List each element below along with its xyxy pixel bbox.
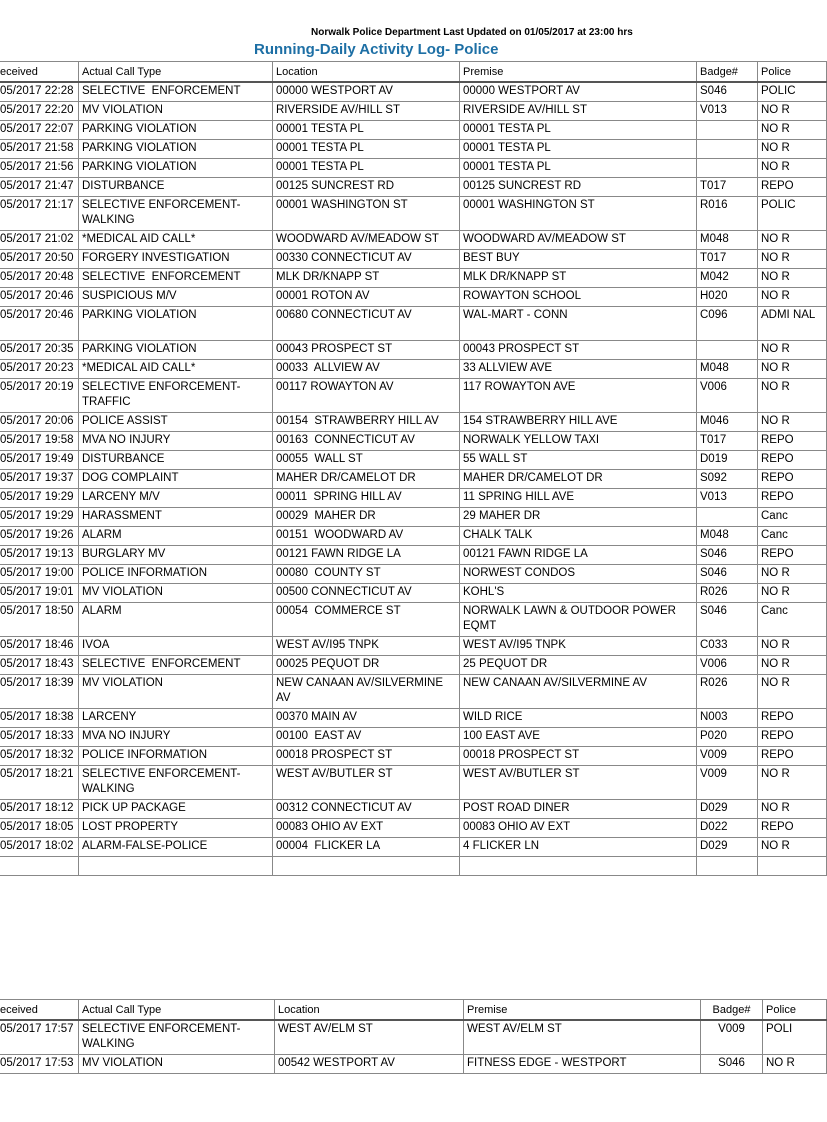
table-row xyxy=(0,140,827,159)
cell-police: NO R xyxy=(758,121,827,140)
table-row xyxy=(0,341,827,360)
cell-premise: 154 STRAWBERRY HILL AVE xyxy=(460,413,697,432)
cell-location: MLK DR/KNAPP ST xyxy=(273,269,460,288)
table-row xyxy=(0,1020,827,1055)
cell-received: 05/2017 18:43 xyxy=(0,656,79,675)
cell-premise: NORWALK LAWN & OUTDOOR POWER EQMT xyxy=(460,603,697,637)
cell-premise: 33 ALLVIEW AVE xyxy=(460,360,697,379)
cell-badge xyxy=(697,341,758,360)
cell-premise: 55 WALL ST xyxy=(460,451,697,470)
cell-location: 00500 CONNECTICUT AV xyxy=(273,584,460,603)
cell-call-type: POLICE INFORMATION xyxy=(79,565,273,584)
cell-received: 05/2017 18:50 xyxy=(0,603,79,637)
cell-received: 05/2017 19:49 xyxy=(0,451,79,470)
cell-call-type: SELECTIVE ENFORCEMENT xyxy=(79,269,273,288)
table-row xyxy=(0,413,827,432)
cell-premise: 29 MAHER DR xyxy=(460,508,697,527)
cell-call-type: LARCENY xyxy=(79,709,273,728)
col-header-badge: Badge# xyxy=(701,1000,763,1021)
cell-badge: R026 xyxy=(697,584,758,603)
table-row xyxy=(0,1055,827,1074)
table-row xyxy=(0,709,827,728)
cell-badge: M046 xyxy=(697,413,758,432)
cell-call-type: ALARM xyxy=(79,527,273,546)
cell-received: 05/2017 19:26 xyxy=(0,527,79,546)
cell-call-type: SELECTIVE ENFORCEMENT xyxy=(79,656,273,675)
cell-premise: 00121 FAWN RIDGE LA xyxy=(460,546,697,565)
table-row xyxy=(0,307,827,341)
cell-call-type: DOG COMPLAINT xyxy=(79,470,273,489)
cell-call-type: PARKING VIOLATION xyxy=(79,341,273,360)
col-header-received: eceived xyxy=(0,62,79,83)
cell-location: RIVERSIDE AV/HILL ST xyxy=(273,102,460,121)
cell-call-type: PARKING VIOLATION xyxy=(79,159,273,178)
cell-police: NO R xyxy=(758,140,827,159)
table-row xyxy=(0,766,827,800)
cell-premise: NORWALK YELLOW TAXI xyxy=(460,432,697,451)
cell-premise: 00043 PROSPECT ST xyxy=(460,341,697,360)
cell-call-type: SELECTIVE ENFORCEMENT xyxy=(79,82,273,102)
cell-received: 05/2017 18:05 xyxy=(0,819,79,838)
cell-premise: WEST AV/BUTLER ST xyxy=(460,766,697,800)
table-row xyxy=(0,159,827,178)
cell-location: 00001 WASHINGTON ST xyxy=(273,197,460,231)
cell-premise: WEST AV/I95 TNPK xyxy=(460,637,697,656)
cell-received: 05/2017 19:29 xyxy=(0,489,79,508)
table-row xyxy=(0,800,827,819)
cell-location: 00117 ROWAYTON AV xyxy=(273,379,460,413)
cell-premise: ROWAYTON SCHOOL xyxy=(460,288,697,307)
cell-received: 05/2017 20:46 xyxy=(0,307,79,341)
cell-location: WEST AV/I95 TNPK xyxy=(273,637,460,656)
cell-police: POLIC xyxy=(758,82,827,102)
cell-badge: V009 xyxy=(697,766,758,800)
cell-premise: 117 ROWAYTON AVE xyxy=(460,379,697,413)
cell-received: 05/2017 19:37 xyxy=(0,470,79,489)
cell-premise: NORWEST CONDOS xyxy=(460,565,697,584)
cell-call-type: POLICE INFORMATION xyxy=(79,747,273,766)
cell-location: 00542 WESTPORT AV xyxy=(275,1055,464,1074)
cell-location: 00312 CONNECTICUT AV xyxy=(273,800,460,819)
cell-badge: V013 xyxy=(697,489,758,508)
col-header-police: Police xyxy=(763,1000,827,1021)
cell-call-type: MV VIOLATION xyxy=(79,1055,275,1074)
cell-received: 05/2017 19:13 xyxy=(0,546,79,565)
table-row xyxy=(0,489,827,508)
cell-badge: D022 xyxy=(697,819,758,838)
cell-call-type: SELECTIVE ENFORCEMENT-WALKING xyxy=(79,197,273,231)
cell-badge: M048 xyxy=(697,360,758,379)
table-row xyxy=(0,470,827,489)
cell-received: 05/2017 21:47 xyxy=(0,178,79,197)
cell-received: 05/2017 20:06 xyxy=(0,413,79,432)
cell-police: NO R xyxy=(758,269,827,288)
cell-police: REPO xyxy=(758,470,827,489)
cell-call-type: MVA NO INJURY xyxy=(79,728,273,747)
table-row xyxy=(0,728,827,747)
cell-premise: RIVERSIDE AV/HILL ST xyxy=(460,102,697,121)
table-row xyxy=(0,603,827,637)
cell-police: NO R xyxy=(763,1055,827,1074)
cell-location: 00080 COUNTY ST xyxy=(273,565,460,584)
cell-received: 05/2017 19:29 xyxy=(0,508,79,527)
report-subtitle: Norwalk Police Department Last Updated on 01/05/2017 at 23:00 hrs xyxy=(311,27,633,38)
cell-premise: 11 SPRING HILL AVE xyxy=(460,489,697,508)
table-row xyxy=(0,432,827,451)
cell-premise: BEST BUY xyxy=(460,250,697,269)
cell-location: WEST AV/BUTLER ST xyxy=(273,766,460,800)
cell-location: WOODWARD AV/MEADOW ST xyxy=(273,231,460,250)
col-header-location: Location xyxy=(275,1000,464,1021)
cell-call-type: PICK UP PACKAGE xyxy=(79,800,273,819)
cell-premise: KOHL'S xyxy=(460,584,697,603)
cell-police xyxy=(758,857,827,876)
table-row xyxy=(0,527,827,546)
cell-location: 00330 CONNECTICUT AV xyxy=(273,250,460,269)
cell-police: REPO xyxy=(758,747,827,766)
cell-call-type: POLICE ASSIST xyxy=(79,413,273,432)
cell-received: 05/2017 20:35 xyxy=(0,341,79,360)
cell-premise: 00001 TESTA PL xyxy=(460,140,697,159)
cell-location: 00033 ALLVIEW AV xyxy=(273,360,460,379)
cell-police: REPO xyxy=(758,178,827,197)
cell-received: 05/2017 20:46 xyxy=(0,288,79,307)
cell-received: 05/2017 18:33 xyxy=(0,728,79,747)
cell-badge xyxy=(697,508,758,527)
cell-received: 05/2017 21:17 xyxy=(0,197,79,231)
cell-premise: 4 FLICKER LN xyxy=(460,838,697,857)
cell-police: NO R xyxy=(758,413,827,432)
cell-call-type: HARASSMENT xyxy=(79,508,273,527)
cell-call-type: LOST PROPERTY xyxy=(79,819,273,838)
cell-premise: 00018 PROSPECT ST xyxy=(460,747,697,766)
col-header-call-type: Actual Call Type xyxy=(79,62,273,83)
col-header-premise: Premise xyxy=(464,1000,701,1021)
cell-location: 00121 FAWN RIDGE LA xyxy=(273,546,460,565)
table-row xyxy=(0,82,827,102)
cell-badge xyxy=(697,140,758,159)
cell-call-type: ALARM xyxy=(79,603,273,637)
cell-premise: WOODWARD AV/MEADOW ST xyxy=(460,231,697,250)
cell-received xyxy=(0,857,79,876)
cell-premise: NEW CANAAN AV/SILVERMINE AV xyxy=(460,675,697,709)
cell-police: REPO xyxy=(758,432,827,451)
cell-call-type: SELECTIVE ENFORCEMENT-WALKING xyxy=(79,1020,275,1055)
cell-police: NO R xyxy=(758,584,827,603)
table-row xyxy=(0,451,827,470)
cell-received: 05/2017 18:02 xyxy=(0,838,79,857)
cell-received: 05/2017 19:00 xyxy=(0,565,79,584)
table-row xyxy=(0,857,827,876)
cell-received: 05/2017 20:50 xyxy=(0,250,79,269)
cell-badge xyxy=(697,121,758,140)
cell-police: POLIC xyxy=(758,197,827,231)
cell-badge: M042 xyxy=(697,269,758,288)
cell-premise: POST ROAD DINER xyxy=(460,800,697,819)
cell-received: 05/2017 17:57 xyxy=(0,1020,79,1055)
cell-police: NO R xyxy=(758,231,827,250)
table-row xyxy=(0,360,827,379)
cell-received: 05/2017 19:58 xyxy=(0,432,79,451)
table-row xyxy=(0,584,827,603)
cell-police: NO R xyxy=(758,838,827,857)
cell-badge: V009 xyxy=(701,1020,763,1055)
cell-badge: N003 xyxy=(697,709,758,728)
cell-location: 00001 TESTA PL xyxy=(273,140,460,159)
cell-location: 00001 TESTA PL xyxy=(273,159,460,178)
activity-log-table-1 xyxy=(0,61,816,876)
cell-call-type: DISTURBANCE xyxy=(79,451,273,470)
cell-premise: WILD RICE xyxy=(460,709,697,728)
cell-location: 00680 CONNECTICUT AV xyxy=(273,307,460,341)
table-row xyxy=(0,508,827,527)
cell-badge: T017 xyxy=(697,250,758,269)
table-row xyxy=(0,288,827,307)
cell-call-type: LARCENY M/V xyxy=(79,489,273,508)
table-row xyxy=(0,231,827,250)
table-row xyxy=(0,819,827,838)
cell-premise: MLK DR/KNAPP ST xyxy=(460,269,697,288)
cell-badge: S046 xyxy=(697,546,758,565)
cell-received: 05/2017 22:28 xyxy=(0,82,79,102)
cell-call-type: ALARM-FALSE-POLICE xyxy=(79,838,273,857)
cell-call-type: MVA NO INJURY xyxy=(79,432,273,451)
cell-location: WEST AV/ELM ST xyxy=(275,1020,464,1055)
cell-received: 05/2017 18:39 xyxy=(0,675,79,709)
report-title: Running-Daily Activity Log- Police xyxy=(254,41,499,58)
cell-received: 05/2017 18:12 xyxy=(0,800,79,819)
cell-police: Canc xyxy=(758,508,827,527)
cell-police: NO R xyxy=(758,565,827,584)
cell-police: REPO xyxy=(758,819,827,838)
cell-location: 00011 SPRING HILL AV xyxy=(273,489,460,508)
cell-badge: R016 xyxy=(697,197,758,231)
cell-badge: C033 xyxy=(697,637,758,656)
cell-location: 00054 COMMERCE ST xyxy=(273,603,460,637)
cell-police: REPO xyxy=(758,489,827,508)
cell-received: 05/2017 22:07 xyxy=(0,121,79,140)
table-row xyxy=(0,546,827,565)
cell-received: 05/2017 22:20 xyxy=(0,102,79,121)
cell-received: 05/2017 18:32 xyxy=(0,747,79,766)
cell-police: REPO xyxy=(758,451,827,470)
col-header-received: eceived xyxy=(0,1000,79,1021)
table-row xyxy=(0,637,827,656)
cell-badge: T017 xyxy=(697,432,758,451)
cell-received: 05/2017 21:56 xyxy=(0,159,79,178)
cell-location: 00151 WOODWARD AV xyxy=(273,527,460,546)
cell-police: REPO xyxy=(758,728,827,747)
cell-location: 00029 MAHER DR xyxy=(273,508,460,527)
cell-location: 00083 OHIO AV EXT xyxy=(273,819,460,838)
cell-call-type: *MEDICAL AID CALL* xyxy=(79,231,273,250)
cell-police: NO R xyxy=(758,360,827,379)
cell-premise: CHALK TALK xyxy=(460,527,697,546)
cell-call-type: DISTURBANCE xyxy=(79,178,273,197)
cell-badge: S046 xyxy=(697,565,758,584)
cell-call-type: SELECTIVE ENFORCEMENT-TRAFFIC xyxy=(79,379,273,413)
cell-premise: MAHER DR/CAMELOT DR xyxy=(460,470,697,489)
cell-police: NO R xyxy=(758,288,827,307)
cell-location: MAHER DR/CAMELOT DR xyxy=(273,470,460,489)
cell-premise: 100 EAST AVE xyxy=(460,728,697,747)
cell-badge: H020 xyxy=(697,288,758,307)
col-header-premise: Premise xyxy=(460,62,697,83)
cell-police: NO R xyxy=(758,766,827,800)
cell-received: 05/2017 21:02 xyxy=(0,231,79,250)
cell-location: 00370 MAIN AV xyxy=(273,709,460,728)
table-row xyxy=(0,747,827,766)
cell-badge: S046 xyxy=(701,1055,763,1074)
cell-received: 05/2017 20:19 xyxy=(0,379,79,413)
col-header-police: Police xyxy=(758,62,827,83)
cell-police: ADMI NAL xyxy=(758,307,827,341)
cell-received: 05/2017 18:46 xyxy=(0,637,79,656)
cell-call-type: PARKING VIOLATION xyxy=(79,307,273,341)
cell-premise: 00001 WASHINGTON ST xyxy=(460,197,697,231)
table-row xyxy=(0,178,827,197)
table-row xyxy=(0,379,827,413)
cell-badge: M048 xyxy=(697,527,758,546)
cell-call-type xyxy=(79,857,273,876)
cell-police: NO R xyxy=(758,250,827,269)
table-row xyxy=(0,565,827,584)
cell-police: REPO xyxy=(758,546,827,565)
cell-police: NO R xyxy=(758,341,827,360)
cell-call-type: BURGLARY MV xyxy=(79,546,273,565)
cell-location: 00018 PROSPECT ST xyxy=(273,747,460,766)
cell-premise: 00001 TESTA PL xyxy=(460,121,697,140)
cell-call-type: MV VIOLATION xyxy=(79,584,273,603)
cell-premise: WAL-MART - CONN xyxy=(460,307,697,341)
cell-police: Canc xyxy=(758,603,827,637)
cell-location: 00100 EAST AV xyxy=(273,728,460,747)
cell-badge: C096 xyxy=(697,307,758,341)
cell-premise: 00125 SUNCREST RD xyxy=(460,178,697,197)
cell-badge: D019 xyxy=(697,451,758,470)
cell-premise xyxy=(460,857,697,876)
cell-police: NO R xyxy=(758,102,827,121)
cell-call-type: *MEDICAL AID CALL* xyxy=(79,360,273,379)
cell-received: 05/2017 18:21 xyxy=(0,766,79,800)
cell-call-type: IVOA xyxy=(79,637,273,656)
cell-police: NO R xyxy=(758,800,827,819)
cell-badge: V006 xyxy=(697,656,758,675)
cell-police: NO R xyxy=(758,159,827,178)
cell-badge: M048 xyxy=(697,231,758,250)
cell-premise: FITNESS EDGE - WESTPORT xyxy=(464,1055,701,1074)
cell-badge: R026 xyxy=(697,675,758,709)
cell-call-type: SELECTIVE ENFORCEMENT-WALKING xyxy=(79,766,273,800)
cell-police: REPO xyxy=(758,709,827,728)
cell-received: 05/2017 20:48 xyxy=(0,269,79,288)
cell-premise: 00001 TESTA PL xyxy=(460,159,697,178)
cell-location xyxy=(273,857,460,876)
cell-location: 00163 CONNECTICUT AV xyxy=(273,432,460,451)
cell-badge xyxy=(697,857,758,876)
cell-police: Canc xyxy=(758,527,827,546)
table-row xyxy=(0,121,827,140)
cell-badge: D029 xyxy=(697,838,758,857)
table-row xyxy=(0,197,827,231)
cell-police: NO R xyxy=(758,675,827,709)
cell-badge: V013 xyxy=(697,102,758,121)
table-row xyxy=(0,250,827,269)
cell-badge: V009 xyxy=(697,747,758,766)
cell-received: 05/2017 18:38 xyxy=(0,709,79,728)
table-row xyxy=(0,656,827,675)
cell-location: 00000 WESTPORT AV xyxy=(273,82,460,102)
cell-received: 05/2017 21:58 xyxy=(0,140,79,159)
cell-location: 00043 PROSPECT ST xyxy=(273,341,460,360)
cell-badge xyxy=(697,159,758,178)
cell-call-type: FORGERY INVESTIGATION xyxy=(79,250,273,269)
table-row xyxy=(0,102,827,121)
cell-call-type: PARKING VIOLATION xyxy=(79,140,273,159)
cell-badge: V006 xyxy=(697,379,758,413)
cell-badge: D029 xyxy=(697,800,758,819)
cell-premise: 00000 WESTPORT AV xyxy=(460,82,697,102)
cell-badge: S092 xyxy=(697,470,758,489)
col-header-call-type: Actual Call Type xyxy=(79,1000,275,1021)
cell-location: NEW CANAAN AV/SILVERMINE AV xyxy=(273,675,460,709)
cell-call-type: MV VIOLATION xyxy=(79,675,273,709)
table-header-row xyxy=(0,62,827,83)
cell-location: 00125 SUNCREST RD xyxy=(273,178,460,197)
cell-police: NO R xyxy=(758,379,827,413)
table-row xyxy=(0,838,827,857)
table-header-row xyxy=(0,1000,827,1021)
cell-police: NO R xyxy=(758,656,827,675)
cell-received: 05/2017 20:23 xyxy=(0,360,79,379)
cell-location: 00025 PEQUOT DR xyxy=(273,656,460,675)
cell-location: 00055 WALL ST xyxy=(273,451,460,470)
cell-call-type: SUSPICIOUS M/V xyxy=(79,288,273,307)
cell-received: 05/2017 17:53 xyxy=(0,1055,79,1074)
cell-call-type: PARKING VIOLATION xyxy=(79,121,273,140)
cell-police: NO R xyxy=(758,637,827,656)
col-header-location: Location xyxy=(273,62,460,83)
cell-received: 05/2017 19:01 xyxy=(0,584,79,603)
cell-location: 00004 FLICKER LA xyxy=(273,838,460,857)
cell-location: 00001 TESTA PL xyxy=(273,121,460,140)
cell-location: 00154 STRAWBERRY HILL AV xyxy=(273,413,460,432)
cell-badge: S046 xyxy=(697,603,758,637)
cell-badge: T017 xyxy=(697,178,758,197)
table-row xyxy=(0,675,827,709)
activity-log-table-2 xyxy=(0,999,796,1074)
table-row xyxy=(0,269,827,288)
cell-premise: WEST AV/ELM ST xyxy=(464,1020,701,1055)
cell-location: 00001 ROTON AV xyxy=(273,288,460,307)
cell-call-type: MV VIOLATION xyxy=(79,102,273,121)
cell-badge: S046 xyxy=(697,82,758,102)
col-header-badge: Badge# xyxy=(697,62,758,83)
cell-police: POLI xyxy=(763,1020,827,1055)
cell-premise: 00083 OHIO AV EXT xyxy=(460,819,697,838)
cell-premise: 25 PEQUOT DR xyxy=(460,656,697,675)
cell-badge: P020 xyxy=(697,728,758,747)
